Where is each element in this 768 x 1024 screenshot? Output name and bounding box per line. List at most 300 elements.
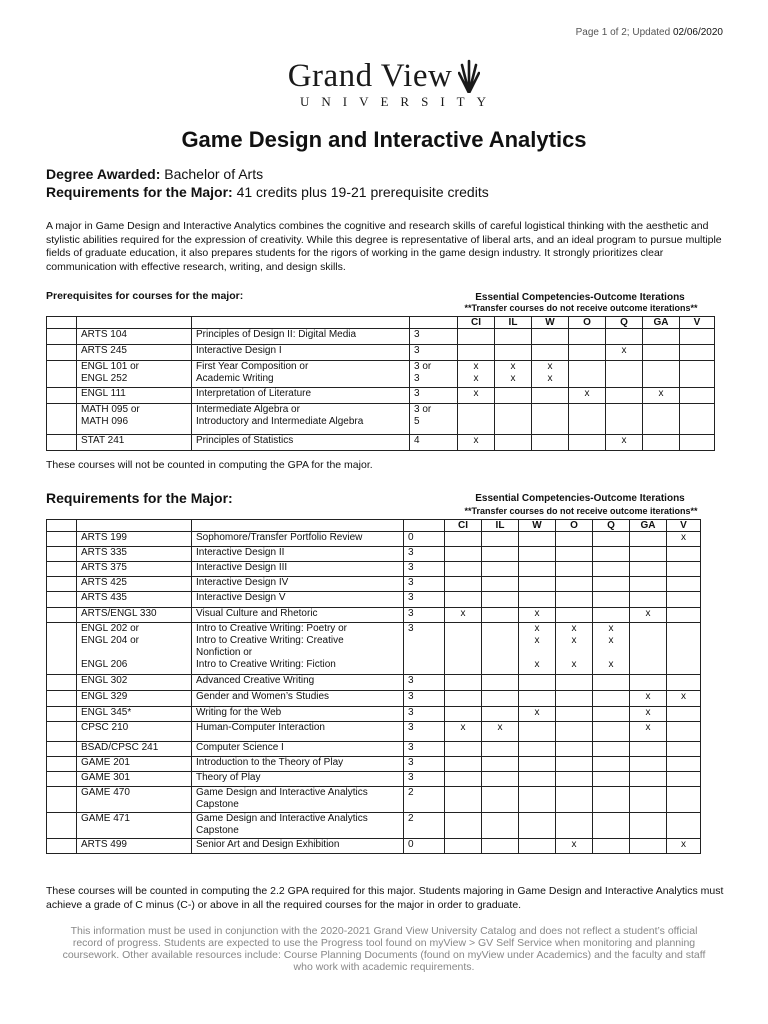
course-title: Human-Computer Interaction [192,722,404,742]
competency-mark-q [593,532,630,547]
course-title: Interactive Design II [192,547,404,562]
competency-mark-ci: x [445,608,482,623]
prereq-ec-title: Essential Competencies-Outcome Iterations [475,292,685,303]
course-credits: 3 [404,742,445,757]
competency-mark-ci: x [445,722,482,742]
competency-mark-ci [458,404,495,435]
course-code: ARTS 335 [77,547,192,562]
course-code: ARTS 245 [77,345,192,361]
major-row [47,675,701,691]
competency-mark-o [556,675,593,691]
competency-mark-v [667,562,701,577]
row-spacer [47,345,77,361]
header-ga: GA [643,317,680,329]
prereq-row [47,435,715,451]
header-w: W [532,317,569,329]
competency-mark-v [667,722,701,742]
competency-mark-v [680,361,715,388]
prereq-section-label: Prerequisites for courses for the major: [46,290,244,302]
major-requirements-table [46,519,701,854]
competency-mark-ga [630,592,667,608]
competency-mark-v: x [667,532,701,547]
page-info-text: Page 1 of 2; Updated [575,27,673,38]
competency-mark-il [482,608,519,623]
competency-mark-w [519,772,556,787]
row-spacer [47,547,77,562]
competency-mark-o [556,757,593,772]
row-spacer [47,787,77,813]
competency-mark-w [519,592,556,608]
degree-value: Bachelor of Arts [160,166,264,182]
program-description: A major in Game Design and Interactive Analytics combines the cognitive and research skills of careful logistical thinking with the aesthetic and stylistic abilities required for the expression of creativity. While this degree is representative of liberal arts, and an ideal program to pursue multiple fields of graduate education, it also prepares students for the rigors of working in the game design industry. It strongly prioritizes clear communication with effective research, writing, and design skills. [46,220,722,273]
major-row [47,592,701,608]
competency-mark-ci: x [458,388,495,404]
header-ci: CI [445,520,482,532]
prereq-header-row [47,317,715,329]
course-code: ARTS/ENGL 330 [77,608,192,623]
competency-mark-v [667,608,701,623]
degree-label: Degree Awarded: [46,166,161,182]
competency-mark-ci [445,787,482,813]
competency-mark-il [482,742,519,757]
competency-mark-il [482,547,519,562]
course-credits: 3 [404,592,445,608]
prereq-ec-note: **Transfer courses do not receive outcome iterations** [464,303,698,313]
page-title: Game Design and Interactive Analytics [181,127,587,152]
course-credits: 0 [404,839,445,854]
course-title: Advanced Creative Writing [192,675,404,691]
competency-mark-ci [445,757,482,772]
course-code: GAME 201 [77,757,192,772]
competency-mark-v [667,813,701,839]
course-title: Intro to Creative Writing: Poetry or Intro to Creative Writing: Creative Nonfiction or Intro to Creative Writing: Fiction [192,623,404,675]
row-spacer [47,772,77,787]
competency-mark-il [482,562,519,577]
competency-mark-ga [643,329,680,345]
major-row [47,623,701,675]
competency-mark-q [593,813,630,839]
major-row [47,562,701,577]
course-credits: 3 or 3 [410,361,458,388]
university-logo [0,58,768,110]
course-credits: 3 [404,772,445,787]
page-info [576,27,723,38]
competency-mark-ci [445,839,482,854]
competency-mark-w [519,742,556,757]
competency-mark-ga: x [630,691,667,707]
course-code: CPSC 210 [77,722,192,742]
course-code: GAME 471 [77,813,192,839]
course-title: Gender and Women’s Studies [192,691,404,707]
course-title: Game Design and Interactive Analytics Capstone [192,813,404,839]
competency-mark-o [556,772,593,787]
course-title: Principles of Design II: Digital Media [192,329,410,345]
competency-mark-w: x x [532,361,569,388]
competency-mark-ga: x [630,608,667,623]
competency-mark-q: x [606,435,643,451]
competency-mark-o [569,329,606,345]
competency-mark-ga [630,577,667,592]
competency-mark-o [556,813,593,839]
header-v: V [680,317,715,329]
competency-mark-q [606,361,643,388]
competency-mark-il [482,532,519,547]
course-code: ENGL 101 or ENGL 252 [77,361,192,388]
competency-mark-w: x [519,608,556,623]
prereq-footnote: These courses will not be counted in computing the GPA for the major. [46,459,373,471]
row-spacer [47,742,77,757]
competency-mark-v: x [667,839,701,854]
competency-mark-v: x [667,691,701,707]
competency-mark-q [606,404,643,435]
competency-mark-ci [458,329,495,345]
course-credits: 3 [410,388,458,404]
requirements-summary [46,184,489,200]
header-ci: CI [458,317,495,329]
course-credits: 2 [404,787,445,813]
competency-mark-il [495,435,532,451]
major-ec-title: Essential Competencies-Outcome Iterations [475,493,685,504]
course-code: ENGL 111 [77,388,192,404]
course-title: Principles of Statistics [192,435,410,451]
row-spacer [47,839,77,854]
prereq-row [47,388,715,404]
competency-mark-ci [445,675,482,691]
competency-mark-w [519,813,556,839]
competency-mark-ga [630,787,667,813]
competency-mark-w [519,577,556,592]
course-title: Interactive Design III [192,562,404,577]
major-row [47,547,701,562]
row-spacer [47,532,77,547]
competency-mark-ci [445,577,482,592]
course-title: Interactive Design I [192,345,410,361]
competency-mark-o [556,547,593,562]
competency-mark-il [482,813,519,839]
course-title: Writing for the Web [192,707,404,722]
competency-mark-q [593,592,630,608]
competency-mark-v [680,329,715,345]
competency-mark-v [667,707,701,722]
course-code: GAME 301 [77,772,192,787]
competency-mark-il [495,404,532,435]
row-spacer [47,691,77,707]
row-spacer [47,577,77,592]
competency-mark-v [680,388,715,404]
competency-mark-q [593,547,630,562]
competency-mark-w [519,839,556,854]
major-row [47,722,701,742]
major-row [47,772,701,787]
competency-mark-q [593,772,630,787]
competency-mark-ga [630,813,667,839]
major-header-row [47,520,701,532]
competency-mark-ga [643,345,680,361]
competency-mark-il [495,388,532,404]
course-title: Visual Culture and Rhetoric [192,608,404,623]
competency-mark-w [519,787,556,813]
competency-mark-o [556,532,593,547]
competency-mark-o [569,361,606,388]
major-section-label: Requirements for the Major: [46,490,233,506]
competency-mark-ga [630,547,667,562]
header-ga: GA [630,520,667,532]
competency-mark-q [593,787,630,813]
header-w: W [519,520,556,532]
major-footnote: These courses will be counted in computing the 2.2 GPA required for this major. Students majoring in Game Design and Interactive Analytics must achieve a grade of C minus (C-) or above in all the required courses for the major in order to graduate. [46,885,724,911]
course-credits: 2 [404,813,445,839]
competency-mark-ci: x [458,435,495,451]
row-spacer [47,608,77,623]
header-il: IL [495,317,532,329]
competency-mark-v [680,345,715,361]
competency-mark-il [495,345,532,361]
course-code: ARTS 199 [77,532,192,547]
competency-mark-ci [445,772,482,787]
major-row [47,742,701,757]
competency-mark-ga [630,562,667,577]
competency-mark-il [482,772,519,787]
competency-mark-il: x x [495,361,532,388]
competency-mark-ci [445,742,482,757]
competency-mark-ga: x [643,388,680,404]
row-spacer [47,757,77,772]
row-spacer [47,404,77,435]
course-title: Introduction to the Theory of Play [192,757,404,772]
competency-mark-o [556,722,593,742]
requirements-label: Requirements for the Major: [46,184,233,200]
competency-mark-q [593,577,630,592]
competency-mark-o [556,577,593,592]
competency-mark-o [556,742,593,757]
competency-mark-v [667,675,701,691]
course-title: Interpretation of Literature [192,388,410,404]
course-credits: 3 [404,722,445,742]
competency-mark-v [667,757,701,772]
competency-mark-w [519,757,556,772]
logo-wordmark [288,58,481,94]
major-row [47,691,701,707]
header-il: IL [482,520,519,532]
course-title: Sophomore/Transfer Portfolio Review [192,532,404,547]
competency-mark-w [519,722,556,742]
prereq-row [47,404,715,435]
course-title: Theory of Play [192,772,404,787]
competency-mark-v [667,592,701,608]
competency-mark-q [593,562,630,577]
competency-mark-ci [445,691,482,707]
major-ec-note: **Transfer courses do not receive outcome iterations** [464,506,698,516]
competency-mark-q: x x x [593,623,630,675]
row-spacer [47,813,77,839]
competency-mark-ga [643,435,680,451]
course-code: ENGL 329 [77,691,192,707]
competency-mark-o [556,707,593,722]
competency-mark-v [667,787,701,813]
header-o: O [569,317,606,329]
row-spacer [47,623,77,675]
major-row [47,608,701,623]
major-row [47,757,701,772]
competency-mark-il: x [482,722,519,742]
course-credits: 3 [410,329,458,345]
competency-mark-o: x [569,388,606,404]
competency-mark-o: x x x [556,623,593,675]
competency-mark-v [680,435,715,451]
course-code: STAT 241 [77,435,192,451]
competency-mark-ci [458,345,495,361]
course-title: First Year Composition or Academic Writing [192,361,410,388]
competency-mark-w [532,345,569,361]
competency-mark-il [482,577,519,592]
competency-mark-ga [630,757,667,772]
competency-mark-w [532,435,569,451]
prereq-table [46,316,715,451]
major-row [47,787,701,813]
header-q: Q [593,520,630,532]
competency-mark-ci [445,547,482,562]
competency-mark-q [593,722,630,742]
row-spacer [47,361,77,388]
course-credits: 3 [404,623,445,675]
course-credits: 3 [404,675,445,691]
competency-mark-il [482,623,519,675]
competency-mark-ga [630,742,667,757]
competency-mark-ga [630,532,667,547]
competency-mark-il [495,329,532,345]
competency-mark-o [569,404,606,435]
competency-mark-q [593,691,630,707]
course-title: Interactive Design V [192,592,404,608]
course-credits: 3 [410,345,458,361]
course-title: Computer Science I [192,742,404,757]
row-spacer [47,329,77,345]
competency-mark-q [593,757,630,772]
course-title: Game Design and Interactive Analytics Capstone [192,787,404,813]
competency-mark-w [519,675,556,691]
prereq-row [47,329,715,345]
course-code: ARTS 425 [77,577,192,592]
degree-awarded [46,166,263,182]
course-credits: 3 [404,547,445,562]
major-row [47,707,701,722]
competency-mark-il [482,691,519,707]
competency-mark-ci [445,813,482,839]
competency-mark-il [482,757,519,772]
course-title: Intermediate Algebra or Introductory and Intermediate Algebra [192,404,410,435]
competency-mark-ga: x [630,722,667,742]
course-code: ARTS 499 [77,839,192,854]
competency-mark-il [482,592,519,608]
course-title: Senior Art and Design Exhibition [192,839,404,854]
row-spacer [47,722,77,742]
logo-line1: Grand View [287,58,453,94]
competency-mark-w [519,547,556,562]
course-code: GAME 470 [77,787,192,813]
competency-mark-w [532,329,569,345]
competency-mark-ga [630,675,667,691]
row-spacer [47,388,77,404]
competency-mark-v [667,772,701,787]
competency-mark-o [556,608,593,623]
competency-mark-q [606,388,643,404]
course-title: Interactive Design IV [192,577,404,592]
competency-mark-v [667,547,701,562]
major-row [47,813,701,839]
competency-mark-il [482,839,519,854]
updated-date: 02/06/2020 [672,27,723,38]
competency-mark-o [569,345,606,361]
competency-mark-v [667,623,701,675]
competency-mark-q: x [606,345,643,361]
course-credits: 3 [404,707,445,722]
header-o: O [556,520,593,532]
course-code: MATH 095 or MATH 096 [77,404,192,435]
row-spacer [47,707,77,722]
competency-mark-il [482,675,519,691]
competency-mark-w [519,691,556,707]
competency-mark-o [556,691,593,707]
course-credits: 0 [404,532,445,547]
logo-line2: UNIVERSITY [300,94,498,109]
competency-mark-w: x x x [519,623,556,675]
course-code: ARTS 104 [77,329,192,345]
competency-mark-ci [445,592,482,608]
course-code: ARTS 375 [77,562,192,577]
course-credits: 3 or 5 [410,404,458,435]
competency-mark-ga [643,361,680,388]
course-credits: 3 [404,757,445,772]
competency-mark-q [606,329,643,345]
competency-mark-w: x [519,707,556,722]
header-v: V [667,520,701,532]
competency-mark-w [532,388,569,404]
row-spacer [47,435,77,451]
competency-mark-ci [445,707,482,722]
competency-mark-o: x [556,839,593,854]
course-code: BSAD/CPSC 241 [77,742,192,757]
competency-mark-q [593,742,630,757]
competency-mark-w [532,404,569,435]
competency-mark-ga [630,623,667,675]
header-q: Q [606,317,643,329]
competency-mark-ci [445,562,482,577]
course-credits: 4 [410,435,458,451]
competency-mark-q [593,839,630,854]
competency-mark-ci [445,532,482,547]
competency-mark-ci: x x [458,361,495,388]
competency-mark-ga [630,772,667,787]
prereq-row [47,345,715,361]
course-credits: 3 [404,577,445,592]
competency-mark-w [519,532,556,547]
major-row [47,532,701,547]
requirements-value: 41 credits plus 19-21 prerequisite credits [232,184,489,200]
course-credits: 3 [404,608,445,623]
competency-mark-q [593,608,630,623]
competency-mark-o [556,787,593,813]
competency-mark-w [519,562,556,577]
competency-mark-o [569,435,606,451]
major-row [47,577,701,592]
competency-mark-il [482,707,519,722]
course-credits: 3 [404,562,445,577]
competency-mark-o [556,562,593,577]
competency-mark-ga: x [630,707,667,722]
course-code: ARTS 435 [77,592,192,608]
competency-mark-ci [445,623,482,675]
competency-mark-v [667,742,701,757]
